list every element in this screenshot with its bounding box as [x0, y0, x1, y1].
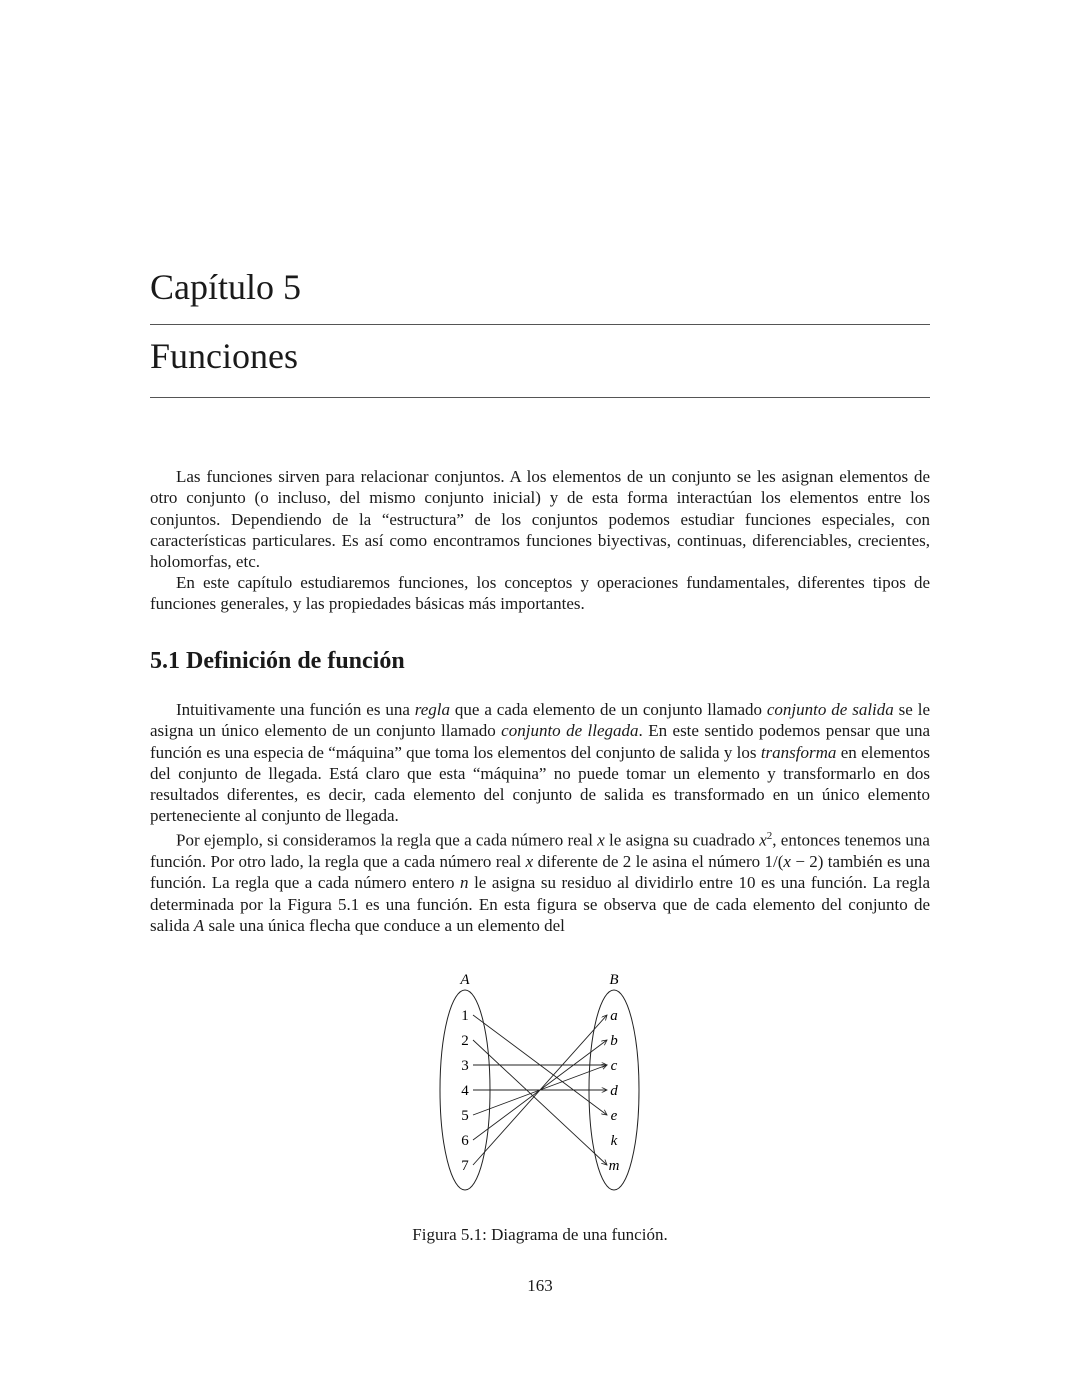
domain-element: 5: [461, 1108, 469, 1124]
chapter-title: Funciones: [150, 336, 298, 376]
mapping-arrow: [473, 1040, 607, 1165]
emphasis-text: x: [597, 830, 605, 850]
domain-element: 7: [461, 1158, 469, 1174]
text-segment: diferente de 2 le asina el número 1/(: [533, 851, 784, 871]
emphasis-text: x: [525, 851, 534, 871]
emphasis-text: conjunto de llegada: [501, 721, 639, 741]
domain-element: 1: [461, 1008, 469, 1024]
codomain-element: c: [610, 1058, 618, 1074]
section-heading: 5.1 Definición de función: [150, 648, 405, 674]
emphasis-text: x: [783, 851, 791, 871]
emphasis-text: A: [193, 915, 205, 935]
codomain-element: d: [610, 1083, 618, 1099]
text-segment: sale una única flecha que conduce a un elemento del: [204, 915, 565, 935]
text-segment: le asigna su residuo al dividirlo entre 10 es una función. La regla determinada por la Figura 5.1 es una función. En esta figura se observa que de cada elemento del conjunto de salida: [150, 873, 931, 935]
text-segment: 2: [766, 830, 773, 842]
emphasis-text: x: [759, 830, 767, 850]
text-segment: Intuitivamente una función es una: [176, 700, 415, 719]
emphasis-text: transforma: [760, 742, 837, 762]
text-segment: se le asigna un único elemento de un conjunto llamado: [150, 700, 930, 741]
page-number: 163: [527, 1276, 553, 1295]
domain-element: 4: [461, 1083, 469, 1099]
text-segment: en elementos del conjunto de llegada. Está claro que esta “máquina” no puede tomar un elemento y transformarlo en dos resultados diferentes, es decir, cada elemento del conjunto de salida es transformado en un único elemento perteneciente al conjunto de llegada.: [150, 742, 930, 826]
codomain-element: m: [608, 1158, 620, 1174]
text-segment: En este capítulo estudiaremos funciones, los conceptos y operaciones fundamentales, diferentes tipos de funciones generales, y las propiedades básicas más importantes.: [150, 573, 930, 614]
text-segment: , entonces tenemos una función. Por otro lado, la regla que a cada número real: [150, 830, 930, 871]
emphasis-text: regla: [414, 700, 451, 719]
codomain-element: a: [610, 1008, 618, 1024]
text-segment: Por ejemplo, si consideramos la regla que a cada número real: [176, 830, 598, 850]
figure-caption: Figura 5.1: Diagrama de una función.: [412, 1225, 668, 1244]
text-segment: le asigna su cuadrado: [604, 830, 760, 850]
emphasis-text: n: [460, 873, 469, 893]
set-a-label: A: [460, 972, 470, 988]
domain-element: 6: [461, 1133, 469, 1149]
codomain-element: e: [610, 1108, 618, 1124]
domain-element: 2: [461, 1033, 469, 1049]
codomain-element: b: [610, 1033, 618, 1049]
set-b-label: B: [609, 972, 619, 988]
text-segment: Las funciones sirven para relacionar conjuntos. A los elementos de un conjunto se les asignan elementos de otro conjunto (o incluso, del mismo conjunto inicial) y de esta forma interactúan los elementos entre los conjuntos. Dependiendo de la “estructura” de los conjuntos podemos estudiar funciones especiales, con características particulares. Es así como encontramos funciones biyectivas, continuas, diferenciables, crecientes, holomorfas, etc.: [150, 467, 930, 572]
text-segment: . En este sentido podemos pensar que una función es una especia de “máquina” que toma los elementos del conjunto de salida y los: [150, 721, 931, 762]
domain-element: 3: [461, 1058, 469, 1074]
text-segment: − 2) también es una función. La regla que a cada número entero: [150, 851, 931, 893]
chapter-label: Capítulo 5: [150, 267, 301, 307]
codomain-element: k: [610, 1133, 618, 1149]
emphasis-text: conjunto de salida: [766, 700, 894, 719]
text-segment: que a cada elemento de un conjunto llamado: [450, 700, 767, 719]
